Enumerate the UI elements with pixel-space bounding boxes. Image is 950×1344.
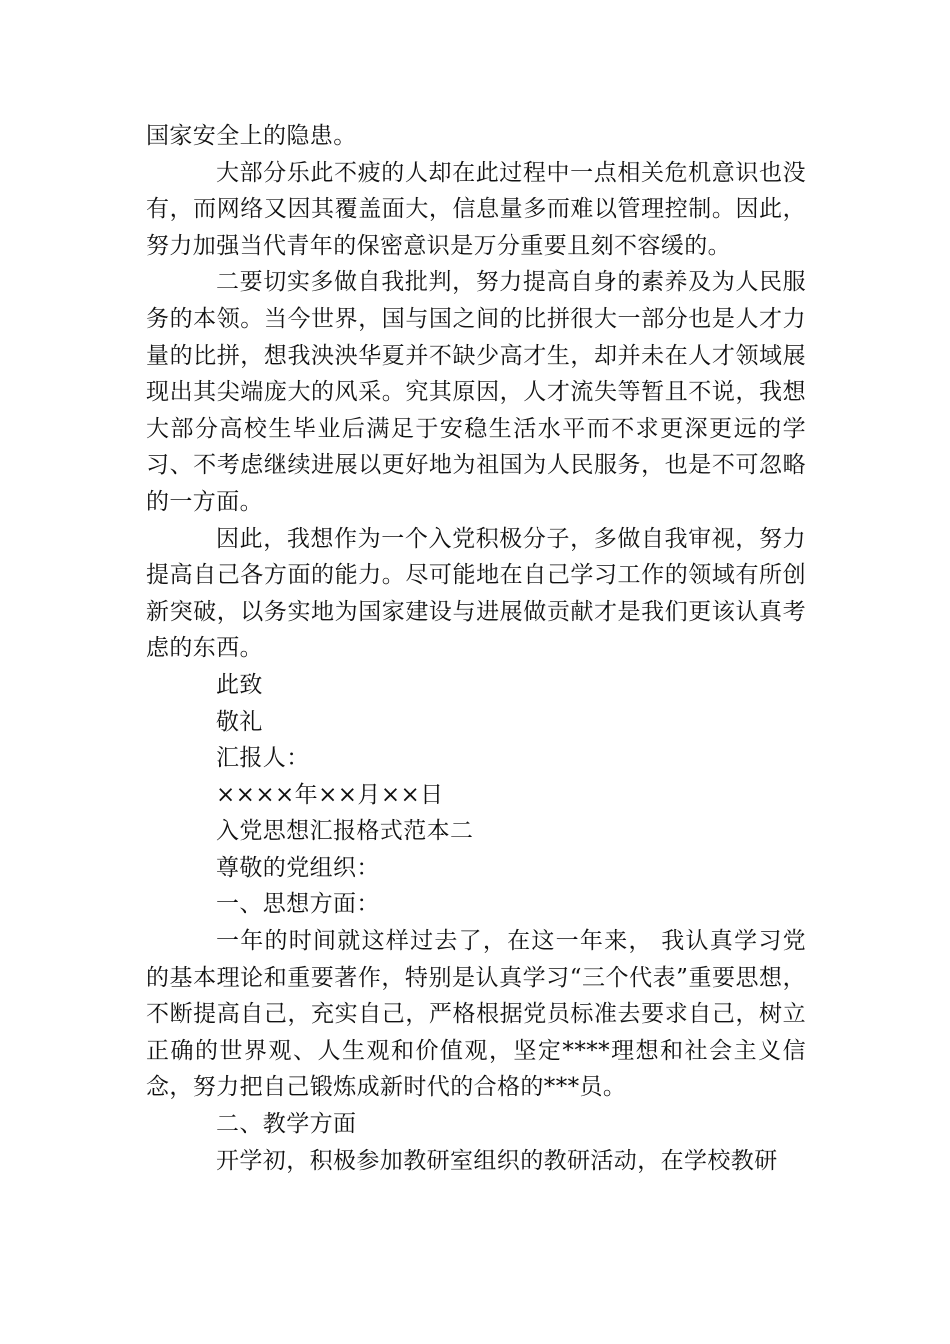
closing-regards: 敬礼	[216, 708, 263, 735]
greeting: 尊敬的党组织：	[216, 854, 380, 881]
document-body	[146, 118, 806, 1179]
section-title: 入党思想汇报格式范本二	[216, 818, 474, 845]
paragraph-thought: 一年的时间就这样过去了，在这一年来， 我认真学习党的基本理论和重要著作，特别是认真学习“三个代表”重要思想，不断提高自己，充实自己，严格根据党员标准去要求自己，树立正确的世界观、人生观和价值观，坚定****理想和社会主义信念，努力把自己锻炼成新时代的合格的***员。	[146, 928, 806, 1101]
paragraph-confidentiality: 大部分乐此不疲的人却在此过程中一点相关危机意识也没有，而网络又因其覆盖面大，信息量多而难以管理控制。因此，努力加强当代青年的保密意识是万分重要且刻不容缓的。	[146, 159, 806, 259]
heading-thought: 一、思想方面：	[216, 891, 380, 918]
heading-teaching: 二、教学方面	[216, 1111, 357, 1138]
paragraph-conclusion: 因此，我想作为一个入党积极分子，多做自我审视，努力提高自己各方面的能力。尽可能地在自己学习工作的领域有所创新突破，以务实地为国家建设与进展做贡献才是我们更该认真考虑的东西。	[146, 525, 806, 662]
closing-salutation: 此致	[216, 671, 263, 698]
paragraph-teaching: 开学初，积极参加教研室组织的教研活动，在学校教研	[216, 1147, 778, 1174]
paragraph-self-criticism: 二要切实多做自我批判，努力提高自身的素养及为人民服务的本领。当今世界，国与国之间的比拼很大一部分也是人才力量的比拼，想我泱泱华夏并不缺少高才生，却并未在人才领域展现出其尖端庞大的风采。究其原因，人才流失等暂且不说，我想大部分高校生毕业后满足于安稳生活水平而不求更深更远的学习、不考虑继续进展以更好地为祖国为人民服务，也是不可忽略的一方面。	[146, 269, 806, 515]
reporter-label: 汇报人：	[216, 745, 310, 772]
paragraph-continuation: 国家安全上的隐患。	[146, 123, 357, 149]
report-date: ××××年××月××日	[216, 781, 444, 808]
